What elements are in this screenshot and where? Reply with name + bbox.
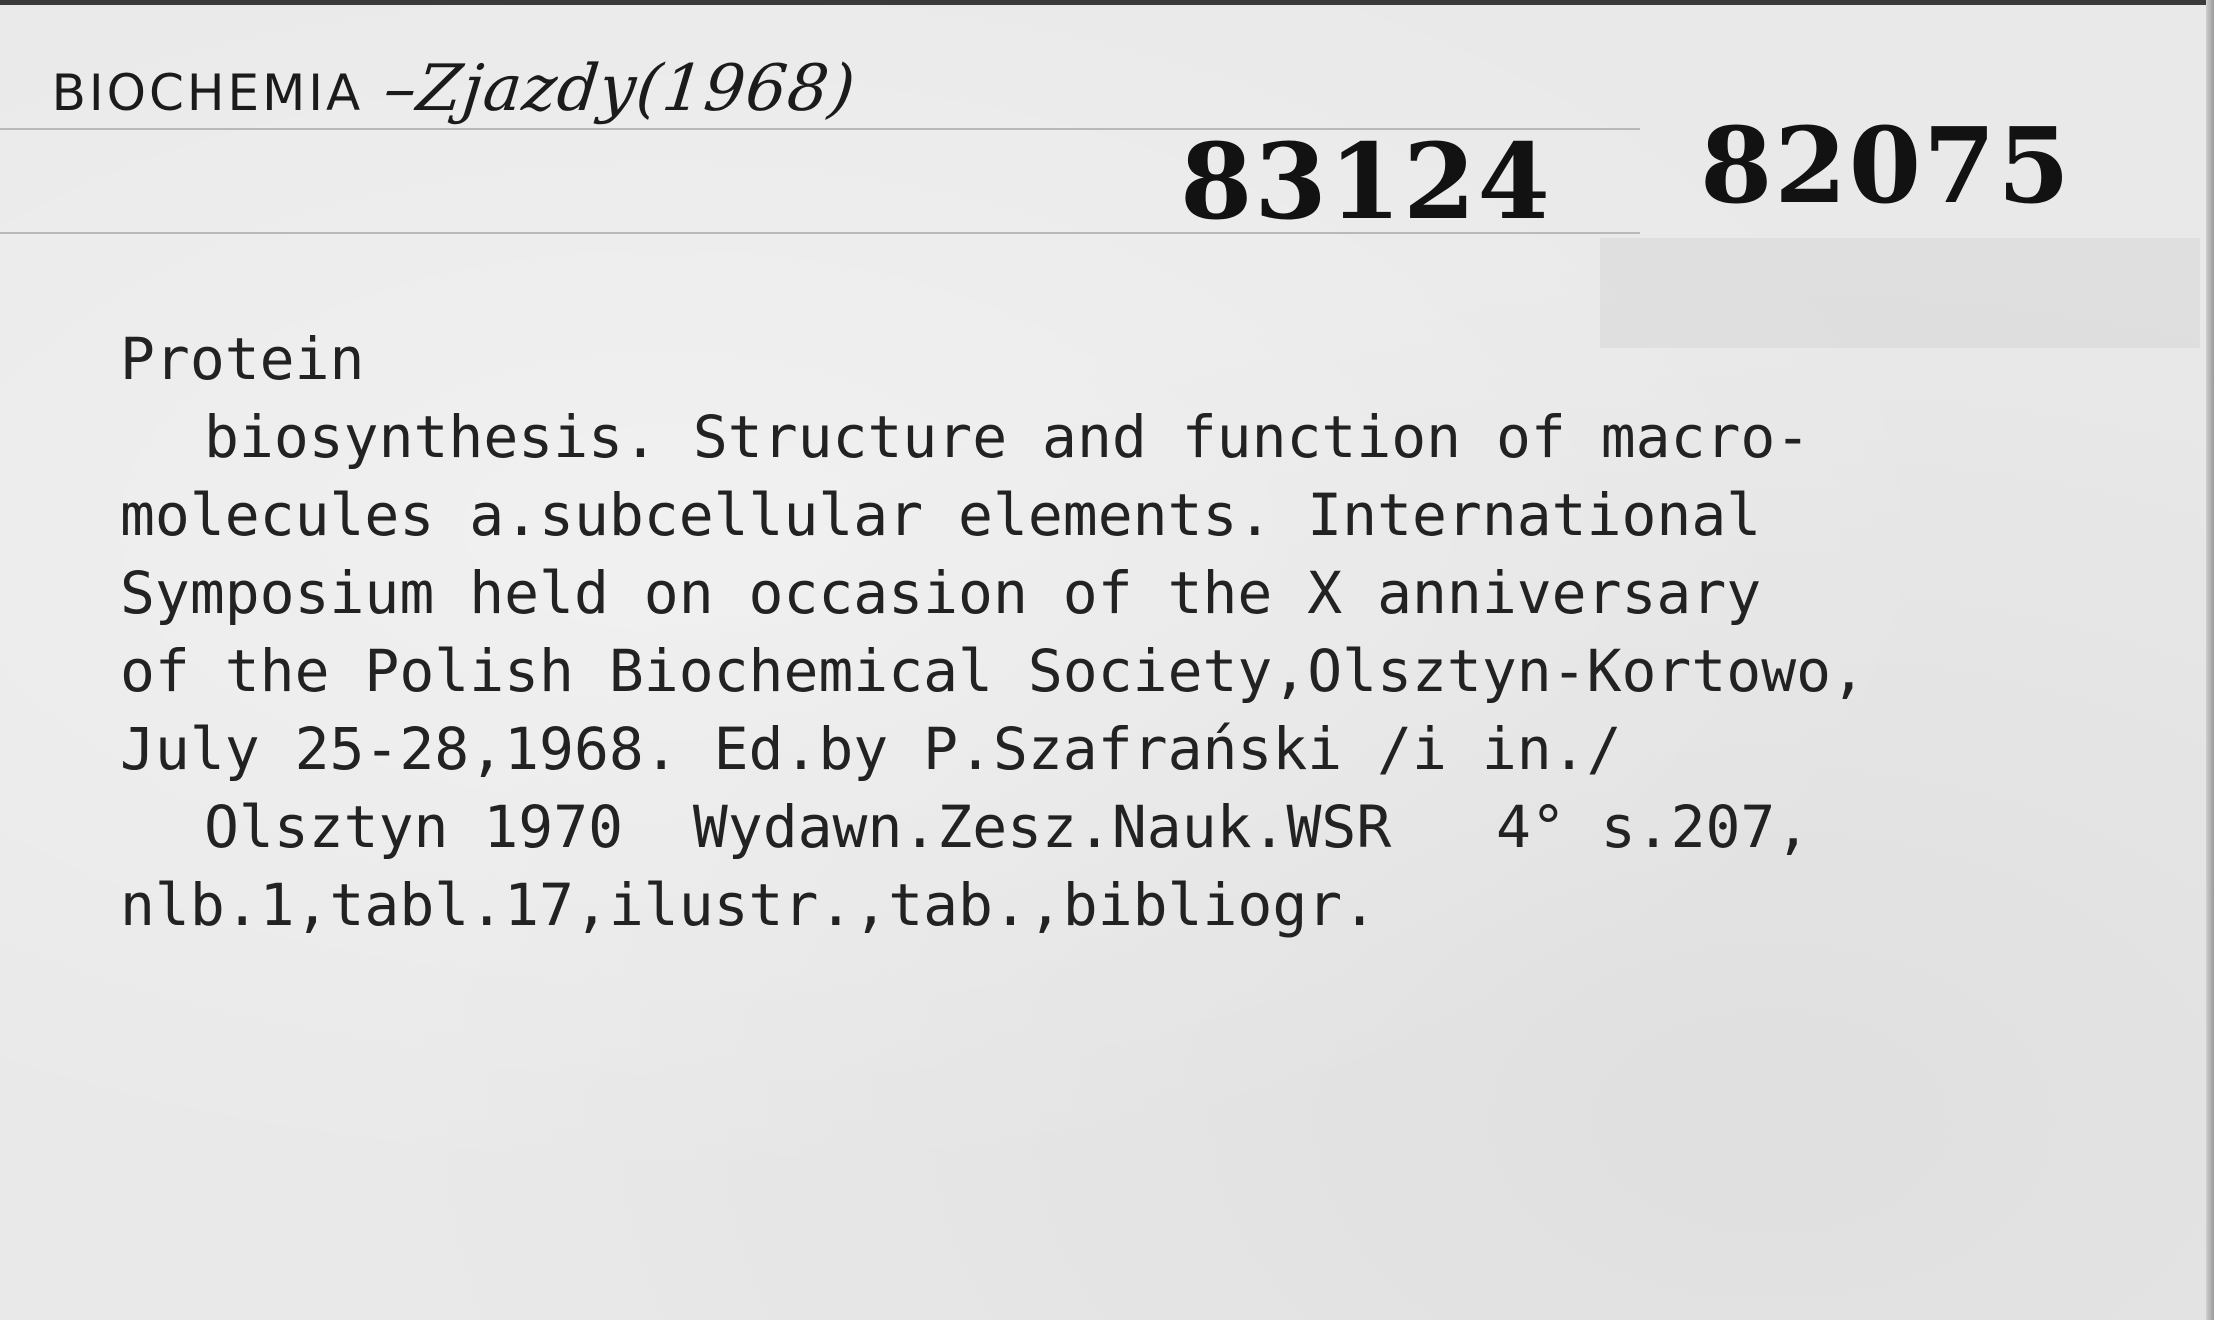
shelfmark-number-2: 82075 [1700,104,2072,227]
card-right-edge [2206,0,2214,1320]
entry-line: July 25-28,1968. Ed.by P.Szafrański /i in./ [120,715,1622,783]
entry-line: Protein [120,325,365,393]
entry-line: nlb.1,tabl.17,ilustr.,tab.,bibliogr. [120,871,1378,939]
entry-line: biosynthesis. Structure and function of macro- [204,403,1811,471]
entry-line: Symposium held on occasion of the X anniversary [120,559,1762,627]
subject-subdivision: –Zjazdy(1968) [380,52,860,126]
card-top-edge [0,0,2214,5]
shelfmark-number-1: 83124 [1180,120,1552,243]
entry-line: Olsztyn 1970 Wydawn.Zesz.Nauk.WSR 4° s.207, [204,793,1811,861]
subject-heading [48,52,859,126]
entry-line: molecules a.subcellular elements. International [120,481,1762,549]
subject-term: BIOCHEMIA [51,64,364,122]
bibliographic-entry [120,320,2180,944]
entry-line: of the Polish Biochemical Society,Olsztyn-Kortowo, [120,637,1866,705]
